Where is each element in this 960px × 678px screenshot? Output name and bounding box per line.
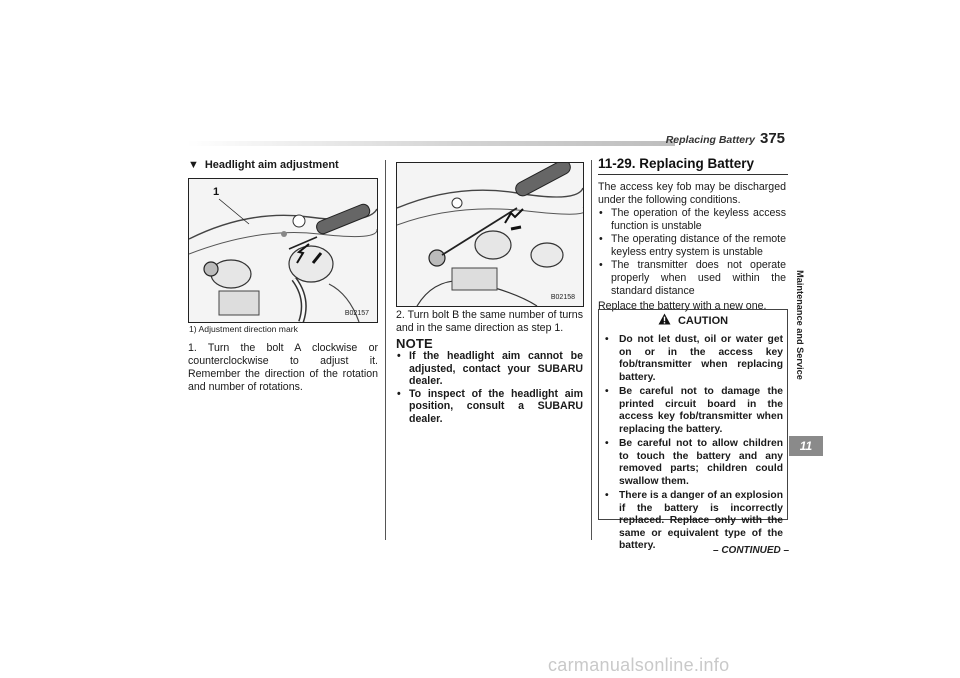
caution-label: CAUTION xyxy=(677,315,729,327)
bullet-icon: • xyxy=(599,233,603,245)
right-intro xyxy=(598,181,786,313)
caution-text: Be careful not to damage the printed circuit board in the access key fob/transmitter when replacing the battery. xyxy=(619,386,783,435)
bullet-icon: • xyxy=(605,386,609,397)
figure-headlight-bolt-a xyxy=(188,178,378,323)
condition-item xyxy=(598,207,786,233)
bullet-icon: • xyxy=(605,490,609,501)
condition-text: The transmitter does not operate properly when used within the standard distance xyxy=(611,259,786,297)
header-section-title: Replacing Battery xyxy=(665,134,755,146)
caution-item xyxy=(605,438,783,488)
column-divider-right xyxy=(591,160,592,540)
headlight-aim-heading: Headlight aim adjustment xyxy=(204,159,339,171)
caution-item xyxy=(605,386,783,436)
bullet-icon: • xyxy=(599,207,603,219)
watermark: carmanualsonline.info xyxy=(548,655,730,675)
caution-text: There is a danger of an explosion if the battery is incorrectly replaced. Replace only with the same or equivalent type of the battery. xyxy=(619,490,783,551)
caution-text: Do not let dust, oil or water get on or in the access key fob/transmitter when replacing battery. xyxy=(619,334,783,383)
chapter-tab: 11 xyxy=(789,436,823,456)
note-item xyxy=(396,350,583,388)
condition-item xyxy=(598,259,786,298)
caution-list xyxy=(605,334,783,555)
condition-text: The operation of the keyless access function is unstable xyxy=(611,207,786,232)
side-chapter-label-text: Maintenance and Service xyxy=(795,270,805,380)
page-number: 375 xyxy=(760,130,786,147)
side-chapter-label xyxy=(790,225,806,430)
bullet-icon: • xyxy=(599,259,603,271)
left-heading xyxy=(188,159,378,172)
closing-text: Replace the battery with a new one. xyxy=(598,300,767,312)
header-rule xyxy=(187,141,675,146)
caution-header xyxy=(599,313,787,327)
bullet-icon: • xyxy=(397,350,401,362)
intro-text: The access key fob may be discharged under the following conditions. xyxy=(598,181,786,206)
note-title: NOTE xyxy=(396,336,433,351)
step-2-text: 2. Turn bolt B the same number of turns and in the same direction as step 1. xyxy=(396,309,583,334)
note-item-text: To inspect of the headlight aim position, consult a SUBARU dealer. xyxy=(409,387,583,425)
note-item-text: If the headlight aim cannot be adjusted, contact your SUBARU dealer. xyxy=(409,350,583,387)
warning-triangle-icon xyxy=(658,313,671,325)
figure-caption: 1) Adjustment direction mark xyxy=(189,324,298,334)
condition-text: The operating distance of the remote keyless entry system is unstable xyxy=(611,233,786,258)
column-divider-left xyxy=(385,160,386,540)
step-1 xyxy=(188,342,378,394)
caution-text: Be careful not to allow children to touch the battery and any removed parts; children could swallow them. xyxy=(619,438,783,487)
figure-headlight-bolt-b xyxy=(396,162,584,307)
bullet-icon: • xyxy=(605,334,609,345)
figure-code-b02158: B02158 xyxy=(550,294,575,301)
note-item xyxy=(396,388,583,426)
engine-bay-illustration-1 xyxy=(189,179,377,322)
continued-marker: – CONTINUED – xyxy=(713,545,790,556)
caution-item xyxy=(605,490,783,553)
engine-bay-illustration-2 xyxy=(397,163,583,306)
caution-item xyxy=(605,334,783,384)
condition-item xyxy=(598,233,786,259)
middle-text xyxy=(396,309,583,425)
heading-marker-icon: ▼ xyxy=(188,159,199,171)
section-title: 11-29. Replacing Battery xyxy=(598,156,788,175)
bullet-icon: • xyxy=(605,438,609,449)
bullet-icon: • xyxy=(397,387,401,400)
figure-code-b02157: B02157 xyxy=(344,310,369,317)
figure-callout-1: 1 xyxy=(213,186,220,198)
step-1-text: 1. Turn the bolt A clockwise or counterclockwise to adjust it. Remember the direction of the rotation and number of rotations. xyxy=(188,342,378,393)
